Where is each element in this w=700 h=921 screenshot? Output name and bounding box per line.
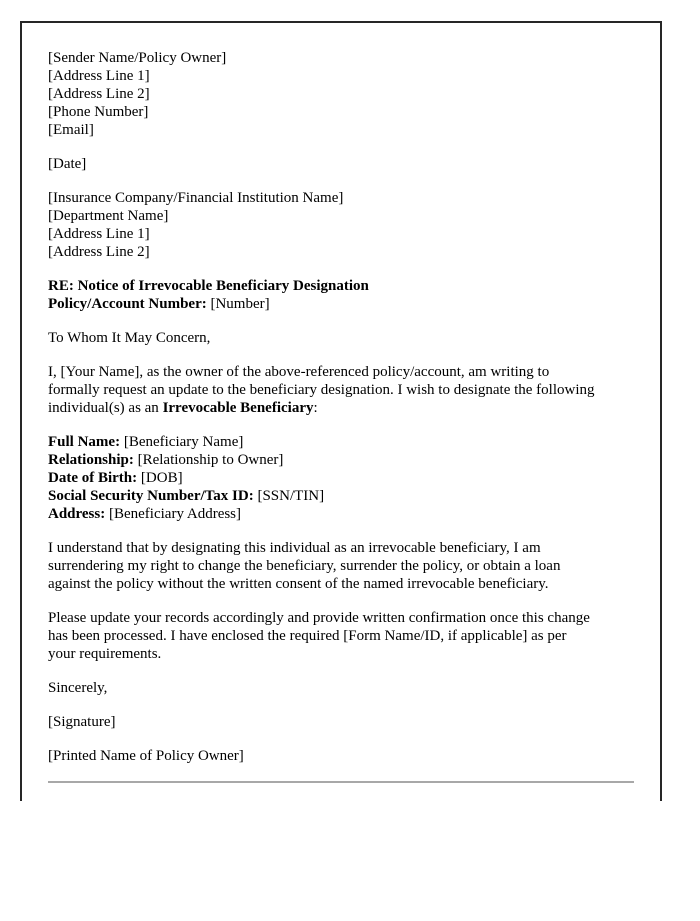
intro-line-2: formally request an update to the beneficiary designation. I wish to designate the following xyxy=(48,382,595,398)
subject-block xyxy=(48,277,634,313)
recipient-company-line: [Insurance Company/Financial Institution Name] xyxy=(48,190,344,206)
field-label-address: Address: xyxy=(48,506,106,522)
date-line: [Date] xyxy=(48,156,87,172)
field-value-dob: [DOB] xyxy=(137,470,183,486)
acknowledgement-paragraph xyxy=(48,539,634,593)
policy-number-label: Policy/Account Number: xyxy=(48,296,207,312)
field-value-ssn: [SSN/TIN] xyxy=(253,488,325,504)
intro-line-3-bold: Irrevocable Beneficiary xyxy=(162,400,314,416)
recipient-address-line-2: [Address Line 2] xyxy=(48,244,150,260)
acknowledgement-line-1: I understand that by designating this individual as an irrevocable beneficiary, I am xyxy=(48,540,541,556)
salutation-block xyxy=(48,329,634,347)
field-label-dob: Date of Birth: xyxy=(48,470,138,486)
salutation-line: To Whom It May Concern, xyxy=(48,330,211,346)
intro-line-1: I, [Your Name], as the owner of the above-referenced policy/account, am writing to xyxy=(48,364,550,380)
printed-name-line: [Printed Name of Policy Owner] xyxy=(48,748,244,764)
signature-placeholder: [Signature] xyxy=(48,714,116,730)
field-value-relationship: [Relationship to Owner] xyxy=(133,452,284,468)
acknowledgement-line-2: surrendering my right to change the beneficiary, surrender the policy, or obtain a loan xyxy=(48,558,561,574)
beneficiary-fields-block xyxy=(48,433,634,523)
request-line-1: Please update your records accordingly and provide written confirmation once this change xyxy=(48,610,590,626)
intro-line-3 xyxy=(48,399,634,417)
sender-address-line-1: [Address Line 1] xyxy=(48,68,150,84)
field-label-relationship: Relationship: xyxy=(48,452,134,468)
request-line-2: has been processed. I have enclosed the required [Form Name/ID, if applicable] as per xyxy=(48,628,567,644)
signoff-line: Sincerely, xyxy=(48,680,108,696)
sender-block xyxy=(48,49,634,139)
signoff-block xyxy=(48,679,634,697)
date-block xyxy=(48,155,634,173)
subject-re-line: RE: Notice of Irrevocable Beneficiary Designation xyxy=(48,278,369,294)
recipient-department-line: [Department Name] xyxy=(48,208,169,224)
field-row-relationship xyxy=(48,451,634,469)
policy-number-value: [Number] xyxy=(206,296,270,312)
sender-address-line-2: [Address Line 2] xyxy=(48,86,150,102)
field-label-ssn: Social Security Number/Tax ID: xyxy=(48,488,254,504)
request-line-3: your requirements. xyxy=(48,646,162,662)
field-row-address xyxy=(48,505,634,523)
acknowledgement-line-3: against the policy without the written consent of the named irrevocable beneficiary. xyxy=(48,576,549,592)
signature-divider xyxy=(48,781,634,783)
sender-name-line: [Sender Name/Policy Owner] xyxy=(48,50,227,66)
field-label-full-name: Full Name: xyxy=(48,434,121,450)
intro-paragraph xyxy=(48,363,634,417)
sender-email-line: [Email] xyxy=(48,122,94,138)
field-value-full-name: [Beneficiary Name] xyxy=(120,434,244,450)
field-value-address: [Beneficiary Address] xyxy=(105,506,242,522)
policy-number-line xyxy=(48,295,634,313)
request-paragraph xyxy=(48,609,634,663)
intro-line-3-suffix: : xyxy=(313,400,318,416)
letter-page xyxy=(20,21,662,801)
recipient-block xyxy=(48,189,634,261)
printed-name-block xyxy=(48,747,634,765)
field-row-ssn xyxy=(48,487,634,505)
sender-phone-line: [Phone Number] xyxy=(48,104,149,120)
intro-line-3-prefix: individual(s) as an xyxy=(48,400,163,416)
signature-block xyxy=(48,713,634,731)
field-row-dob xyxy=(48,469,634,487)
recipient-address-line-1: [Address Line 1] xyxy=(48,226,150,242)
field-row-full-name xyxy=(48,433,634,451)
